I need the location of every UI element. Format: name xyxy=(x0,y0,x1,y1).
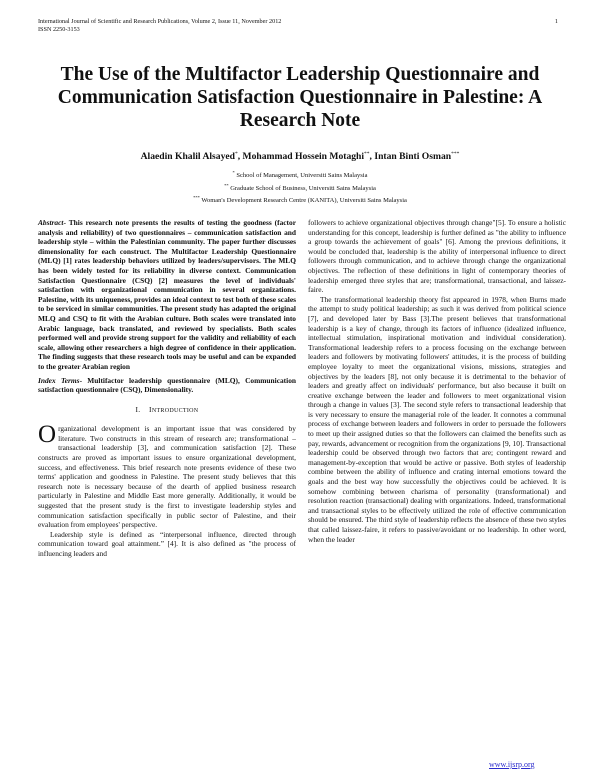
paper-title: The Use of the Multifactor Leadership Questionnaire and Communication Satisfaction Questionnaire in Palestine: A Research Note xyxy=(57,64,543,131)
index-terms-label: Index Terms xyxy=(38,375,80,385)
index-terms xyxy=(38,376,296,395)
author-2-mark: ** xyxy=(364,151,370,157)
author-3-mark: *** xyxy=(451,151,460,157)
section-heading-introduction xyxy=(38,405,296,417)
affiliation-2 xyxy=(30,181,570,194)
section-title-initial: I xyxy=(149,404,152,414)
journal-header xyxy=(38,18,558,34)
right-paragraph-1: followers to achieve organizational objectives through change"[5]. To ensure a holistic understanding for this concept, leadership is further defined as "the ability to influence a group towards the achievement of goals" [6]. Among the previous definitions, it would be concluded that, leadership is the ability of interpersonal influence to direct followers through communication, and to achieve through change the organizational objectives. The reflection of these definitions in light of contemporary theories of leadership emerged three styles that are; transformational, transactional, and laissez-faire. xyxy=(308,218,566,295)
author-list: Alaedin Khalil Alsayed*, Mohammad Hossein Motaghi**, Intan Binti Osman*** xyxy=(140,151,460,163)
author-1-mark: * xyxy=(234,151,238,157)
intro-paragraph-2: Leadership style is defined as “interpersonal influence, directed through communication toward goal attainment.” [4]. It is also defined as "the process of influencing leaders and xyxy=(38,529,296,558)
footer-website-link[interactable]: www.ijsrp.org xyxy=(489,760,535,769)
affiliation-3-text: Woman's Development Research Centre (KANITA), Universiti Sains Malaysia xyxy=(201,197,407,205)
issn: ISSN 2250-3153 xyxy=(38,26,80,33)
affiliation-3-mark: *** xyxy=(193,195,200,201)
abstract-text: - This research note presents the results of testing the goodness (factor analysis and reliability) of two questionnaires – communication satisfaction and leadership style – within the Palestinian community. The paper further discusses dimensionality for each construct. The Multifactor Leadership Questionnaire (MLQ) [1] rates leadership behaviors utilized by leaders/supervisors. The MLQ has been widely tested for its reliability in diverse context. Communication Satisfaction Questionnaire (CSQ) [2] measures the level of individuals' satisfaction with organizational communication in several organizations. Palestine, with its uniqueness, provides an ideal context to test both of these scales to be serviced in similar communities. The present study has adapted the original MLQ and CSQ to fit with the Arabian culture. Both scales were translated into Arabic language, back translated, and reviewed by specialists. Both scales performed well and provide strong support for the validity and reliability of each scale, allowing other researchers a high degree of confidence in their application. The finding suggests that these research tools may be useful and can be expanded to the greater Arabian region xyxy=(38,218,296,371)
section-numeral: I. xyxy=(135,404,141,414)
intro-paragraph-1-text: rganizational development is an important issue that was considered by literature. Two constructs in this stream of research are; transformational – transactional leadership [3], and communication satisfaction [2]. These constructs are proved as important issues to ensure organizational development, success, and effectiveness. This brief research note presents evidence of these two terms' application and goodness in Palestine. The present study believes that this research note is necessary because of the dearth of applied business research particularly in Palestine and Middle East more generally. Additionally, it would be suggested that the present study is the first to investigate leadership styles and communication satisfaction specifically in public sector of Palestine, and their evaluation from employees' perspective. xyxy=(38,424,296,530)
author-3: Intan Binti Osman xyxy=(374,151,452,163)
abstract-label: Abstract xyxy=(38,218,64,227)
index-terms-text: - Multifactor leadership questionnaire (MLQ), Communication satisfaction questionnaire (CSQ), Dimensionality. xyxy=(38,375,297,395)
author-2: Mohammad Hossein Motaghi xyxy=(242,151,365,163)
affiliation-2-text: Graduate School of Business, Universiti Sains Malaysia xyxy=(230,184,376,192)
intro-paragraph-1 xyxy=(38,421,296,530)
affiliation-1-text: School of Management, Universiti Sains Malaysia xyxy=(236,172,368,180)
author-1: Alaedin Khalil Alsayed xyxy=(140,151,235,163)
affiliations xyxy=(30,168,570,206)
section-title-rest: NTRODUCTION xyxy=(151,407,199,414)
affiliation-3 xyxy=(30,193,570,206)
page-number: 1 xyxy=(554,18,558,25)
abstract xyxy=(38,218,296,372)
dropcap: O xyxy=(38,421,57,449)
affiliation-1 xyxy=(30,168,570,181)
affiliation-2-mark: ** xyxy=(224,182,229,188)
left-column xyxy=(38,218,296,559)
right-column xyxy=(308,218,566,544)
journal-line: International Journal of Scientific and Research Publications, Volume 2, Issue 11, November 2012 xyxy=(38,18,282,25)
affiliation-1-mark: * xyxy=(232,170,235,175)
right-paragraph-2: The transformational leadership theory fist appeared in 1978, when Burns made the attempt to study political leadership; as such it was derived from political science [7], and developed later by Bass [3].The present believes that transformational leadership is a key of change, through its factors of influence (idealized influence, intellectual stimulation, inspirational motivation and individual consideration). Transformational leadership refers to a process focusing on the exchange between leaders and followers by motivating followers' attitudes, it is the process of building employee loyalty to meet the organizational visions, missions, strategies and objectives by the leaders [8], not only because it is detrimental to the behavior of leaders and greatly affect on individuals' performance, but also because it built on creative exchange between the leader and followers to meet organizational vision through a change in values [3]. The second style refers to transactional leadership that is very necessary to ensure the managerial role of the leader. It connotes a communal process of exchange between leaders and followers in order to persuade the followers to meet up their assigned duties so that the followers can claimed the benefits such as pay, rewards, advancement or recognition from the organizations [9, 10]. Transactional leadership could be observed through two factors that are; contingent reward and management-by-exception that would be active or passive. Both styles of leadership combine between the ability of influence and crating internal emotions toward the goals and the best way how successfully the objectives could be achieved. It is somehow combining between charisma of personality (transformational) and resolution reaction (transactional) dealing with organizations. Indeed, transformational and transactional styles to be effectively utilized the role of effective communication should be ensured. The third style of leadership reflects the absence of these two styles that called laissez-faire, it refers to passive/avoidant or no leadership. In other word, when the leader xyxy=(308,294,566,544)
